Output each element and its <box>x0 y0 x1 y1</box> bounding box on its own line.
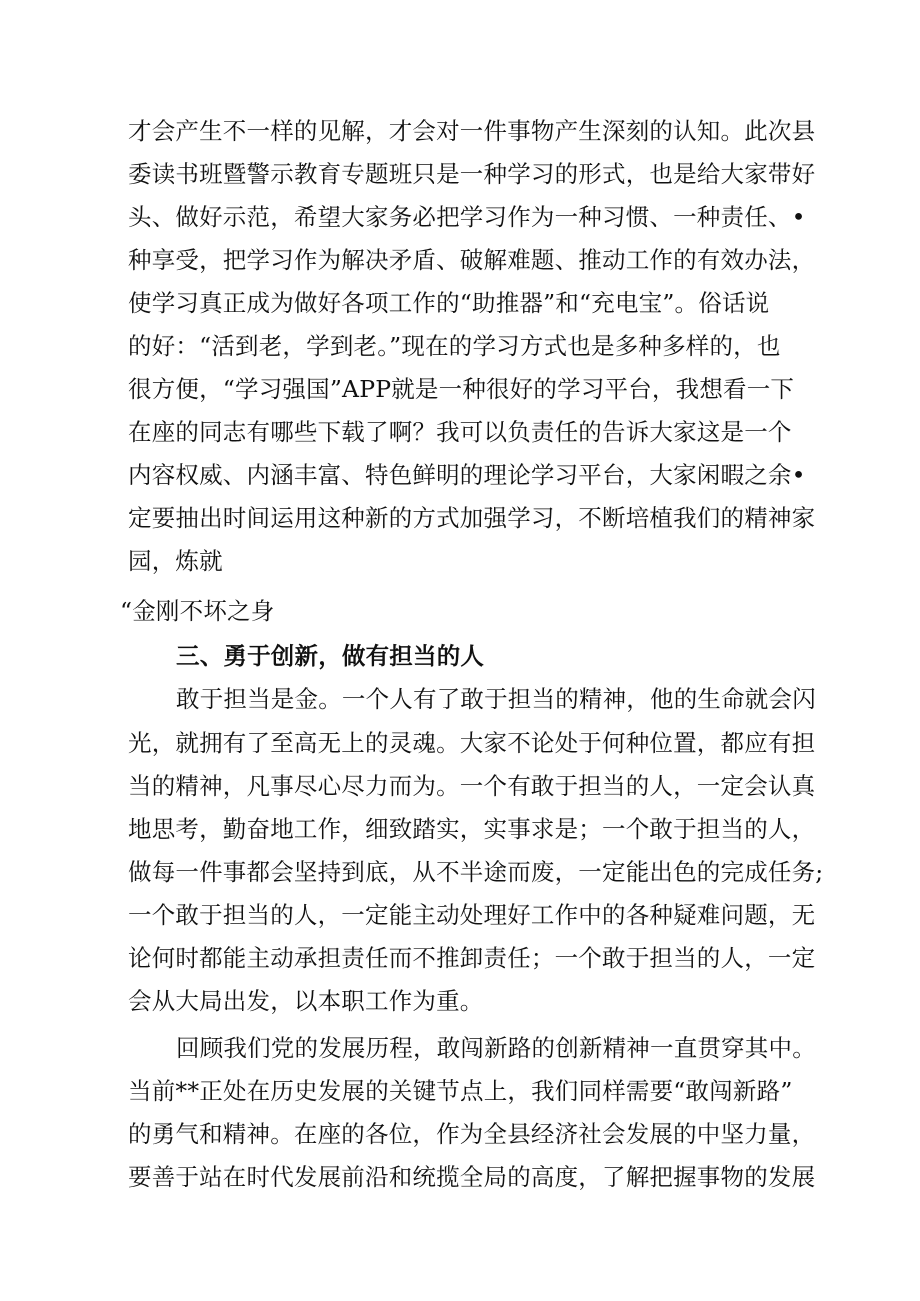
paragraph-3-line: 当前**正处在历史发展的关键节点上，我们同样需要“敢闯新路” <box>128 1077 793 1105</box>
paragraph-2-line: 地思考，勤奋地工作，细致踏实，实事求是；一个敢于担当的人， <box>128 815 816 843</box>
paragraph-1-line: 的好：“活到老，学到老。”现在的学习方式也是多种多样的，也 <box>128 332 781 360</box>
paragraph-2-line: 做每一件事都会坚持到底，从不半途而废，一定能出色的完成任务; <box>128 858 824 886</box>
paragraph-1-line: 很方便，“学习强国”APP就是一种很好的学习平台，我想看一下 <box>128 375 795 403</box>
quote-fragment-line: “金刚不坏之身 <box>120 597 275 625</box>
paragraph-3-line: 的勇气和精神。在座的各位，作为全县经济社会发展的中坚力量， <box>128 1120 816 1148</box>
paragraph-1-line: 内容权威、内涵丰富、特色鲜明的理论学习平台，大家闲暇之余• <box>128 461 806 489</box>
paragraph-2-line: 敢于担当是金。一个人有了敢于担当的精神，他的生命就会闪 <box>176 685 816 713</box>
paragraph-2-line: 论何时都能主动承担责任而不推卸责任；一个敢于担当的人，一定 <box>128 944 816 972</box>
paragraph-3-line: 回顾我们党的发展历程，敢闯新路的创新精神一直贯穿其中。 <box>176 1034 816 1062</box>
paragraph-2-line: 当的精神，凡事尽心尽力而为。一个有敢于担当的人，一定会认真 <box>128 772 816 800</box>
paragraph-1-line: 使学习真正成为做好各项工作的“助推器”和“充电宝”。俗话说 <box>128 289 770 317</box>
paragraph-1-line: 头、做好示范，希望大家务必把学习作为一种习惯、一种责任、• <box>128 203 806 231</box>
paragraph-2-line: 会从大局出发，以本职工作为重。 <box>128 987 484 1015</box>
paragraph-1-line: 才会产生不一样的见解，才会对一件事物产生深刻的认知。此次县 <box>128 117 816 145</box>
paragraph-1-line: 种享受，把学习作为解决矛盾、破解难题、推动工作的有效办法， <box>128 246 816 274</box>
paragraph-2-line: 光，就拥有了至高无上的灵魂。大家不论处于何种位置，都应有担 <box>128 729 816 757</box>
paragraph-1-line: 委读书班暨警示教育专题班只是一种学习的形式，也是给大家带好 <box>128 160 816 188</box>
paragraph-1-line: 园，炼就 <box>128 547 223 575</box>
paragraph-1-line: 在座的同志有哪些下载了啊？我可以负责任的告诉大家这是一个 <box>128 418 792 446</box>
paragraph-3-line: 要善于站在时代发展前沿和统揽全局的高度，了解把握事物的发展 <box>128 1163 816 1191</box>
paragraph-2-line: 一个敢于担当的人，一定能主动处理好工作中的各种疑难问题，无 <box>128 901 816 929</box>
section-heading: 三、勇于创新，做有担当的人 <box>176 642 485 670</box>
paragraph-1-line: 定要抽出时间运用这种新的方式加强学习，不断培植我们的精神家 <box>128 504 816 532</box>
